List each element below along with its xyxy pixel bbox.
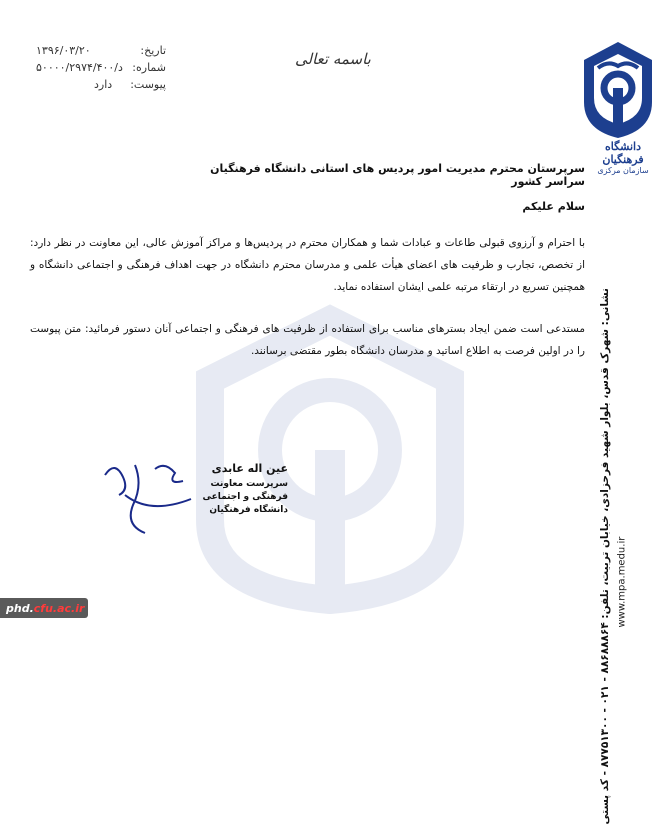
body-paragraph-1: با احترام و آرزوی قبولی طاعات و عبادات شما و همکاران محترم در پردیس‌ها و مراکز آموزش عالی، این معاونت در نظر دارد: از تخصص، تجارب و ظرفیت های اعضای هیأت علمی و مدرسان محترم دانشگاه در جهت اهداف فرهنگی و اجتماعی دانشگاه و همچنین تسریع در ارتقاء مرتبه علمی ایشان استفاده نماید.: [30, 237, 585, 293]
basmala-heading: باسمه تعالی: [295, 50, 371, 68]
badge-part1: phd.: [6, 601, 34, 615]
number-label: شماره:: [132, 61, 166, 74]
signer-title: سرپرست معاونت فرهنگی و اجتماعی دانشگاه فرهنگیان: [202, 479, 288, 515]
body-paragraph-2: مستدعی است ضمن ایجاد بسترهای مناسب برای استفاده از ظرفیت های فرهنگی و اجتماعی آنان دستور فرمائید: متن پیوست را در اولین فرصت به اطلاع اساتید و مدرسان دانشگاه بطور مقتضی برسانند.: [30, 323, 585, 357]
badge-part2: cfu.ac.ir: [33, 601, 85, 615]
logo-name: دانشگاه فرهنگیان: [602, 140, 644, 166]
date-value: ۱۳۹۶/۰۳/۲۰: [36, 44, 91, 57]
signature-block: [178, 462, 288, 517]
signer-name: عین اله عابدی: [211, 462, 288, 475]
footer-sidebar: [590, 288, 620, 824]
letter-meta: [36, 42, 166, 93]
attachment-label: پیوست:: [130, 78, 166, 91]
attachment-value: دارد: [94, 78, 113, 91]
logo-subtitle: سازمان مرکزی: [597, 166, 649, 175]
date-label: تاریخ:: [140, 44, 166, 57]
greeting: سلام علیکم: [522, 200, 585, 213]
logo-caption: [585, 140, 661, 175]
footer-address: نشانی: شهرک قدس، بلوار شهید فرحزادی، خیابان تربیت، تلفن: ۸۸۶۸۸۸۶۴ - ۰۲۱ - ۸۷۷۵۱۳۰۰ - کد پستی: [599, 288, 611, 824]
footer-url: www.mpa.medu.ir: [616, 536, 628, 628]
number-value: ۵۰۰۰۰/۲۹۷۴/۴۰۰/د: [36, 61, 123, 74]
source-badge: [0, 598, 88, 618]
recipient-line: سرپرستان محترم مدیریت امور پردیس های استانی دانشگاه فرهنگیان سراسر کشور: [210, 162, 585, 188]
